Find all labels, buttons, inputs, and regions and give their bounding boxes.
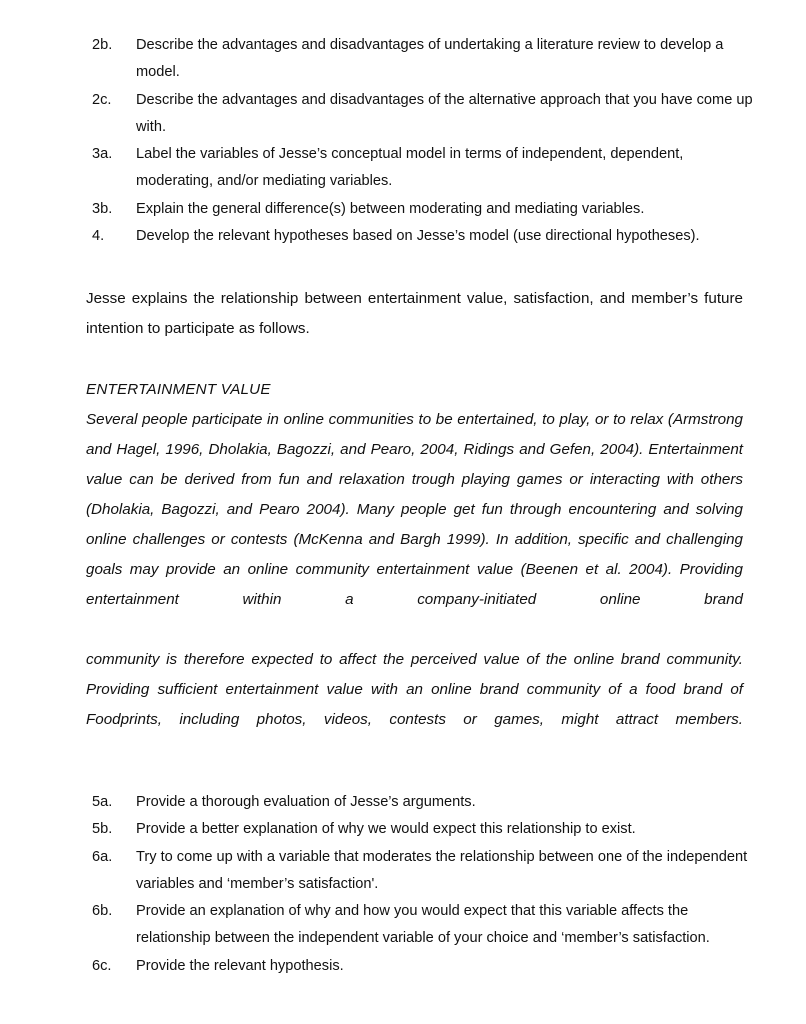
list-item-marker: 3b. bbox=[92, 200, 113, 217]
list-item-text: Describe the advantages and disadvantages of undertaking a literature review to develop a model. bbox=[136, 37, 724, 81]
list-item-marker: 5a. bbox=[92, 794, 113, 810]
body-paragraph-part-one: Several people participate in online communities to be entertained, to play, or to relax (Armstrong and Hagel, 1996, Dholakia, Bagozzi, and Pearo, 2004, Ridings and Gefen, 2004). Entertainment value can be derived from fun and relaxation trough playing games or interacting with others (Dholakia, Bagozzi, and Pearo 2004). Many people get fun through encountering and solving online challenges or contests (McKenna and Bargh 1999). In addition, specific and challenging goals may provide an online community entertainment value (Beenen et al. 2004). Providing entertainment within a company-initiated online brand bbox=[86, 411, 743, 608]
list-item-marker: 2b. bbox=[92, 37, 113, 53]
list-item-text: Provide a better explanation of why we would expect this relationship to exist. bbox=[136, 821, 636, 838]
question-list-bottom bbox=[92, 789, 756, 980]
list-item bbox=[92, 789, 756, 816]
list-item bbox=[92, 141, 756, 196]
list-item-marker: 5b. bbox=[92, 821, 113, 838]
list-item bbox=[92, 953, 756, 980]
list-item-text: Provide an explanation of why and how you would expect that this variable affects the relationship between the independent variable of your choice and ‘member’s satisfaction. bbox=[136, 903, 710, 947]
list-item-text: Explain the general difference(s) between moderating and mediating variables. bbox=[136, 200, 645, 217]
list-item-marker: 3a. bbox=[92, 146, 113, 163]
list-item-marker: 4. bbox=[92, 228, 105, 245]
list-item bbox=[92, 196, 756, 223]
list-item-text: Describe the advantages and disadvantages of the alternative approach that you have come up with. bbox=[136, 91, 753, 135]
list-item-marker: 6b. bbox=[92, 903, 113, 920]
list-item bbox=[92, 844, 756, 899]
list-item-text: Provide a thorough evaluation of Jesse’s arguments. bbox=[136, 794, 476, 810]
list-item-text: Label the variables of Jesse’s conceptual model in terms of independent, dependent, moderating, and/or mediating variables. bbox=[136, 146, 684, 190]
list-item-marker: 6a. bbox=[92, 848, 113, 865]
list-item bbox=[92, 223, 756, 250]
intro-paragraph: Jesse explains the relationship between entertainment value, satisfaction, and member’s future intention to participate as follows. bbox=[86, 290, 743, 337]
list-item-text: Provide the relevant hypothesis. bbox=[136, 957, 344, 974]
list-item bbox=[92, 32, 756, 87]
list-item-marker: 2c. bbox=[92, 91, 112, 108]
body-paragraph-part-two: community is therefore expected to affect the perceived value of the online brand community. Providing sufficient entertainment value with an online brand community of a food brand of Foodprints, including photos, videos, contests or games, might attract members. bbox=[86, 651, 743, 728]
list-item-text: Develop the relevant hypotheses based on Jesse’s model (use directional hypotheses). bbox=[136, 228, 700, 245]
list-item bbox=[92, 816, 756, 843]
list-item-text: Try to come up with a variable that moderates the relationship between one of the independent variables and ‘member’s satisfaction'. bbox=[136, 848, 748, 892]
question-list-top bbox=[92, 32, 756, 250]
list-item bbox=[92, 87, 756, 142]
list-item-marker: 6c. bbox=[92, 957, 112, 974]
list-item bbox=[92, 898, 756, 953]
section-heading-entertainment-value: ENTERTAINMENT VALUE bbox=[86, 381, 271, 398]
body-paragraph-entertainment-value bbox=[86, 405, 743, 765]
